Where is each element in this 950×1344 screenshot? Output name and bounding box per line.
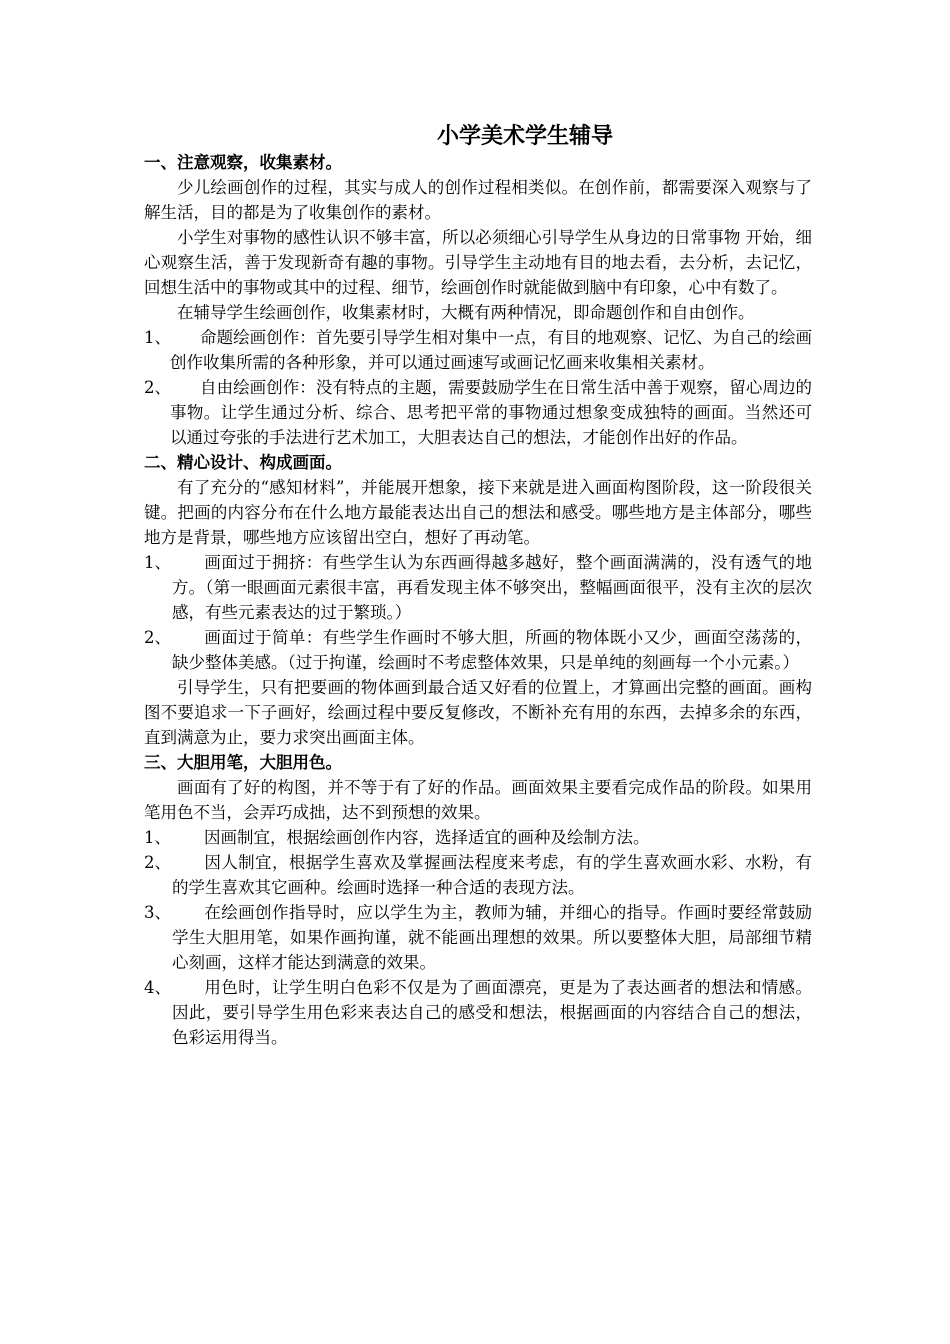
list-item-number: 2、 xyxy=(144,853,171,872)
list-item-number: 1、 xyxy=(144,828,171,847)
list-item-text: 因画制宜，根据绘画创作内容，选择适宜的画种及绘制方法。 xyxy=(204,828,650,847)
document-title: 小学美术学生辅导 xyxy=(436,124,613,149)
paragraph: 在辅导学生绘画创作，收集素材时，大概有两种情况，即命题创作和自由创作。 xyxy=(177,303,755,322)
list-item xyxy=(144,900,812,975)
paragraph: 画面有了好的构图，并不等于有了好的作品。画面效果主要看完成作品的阶段。如果用笔用色不当，会弄巧成拙，达不到预想的效果。 xyxy=(144,778,812,822)
list-item xyxy=(144,850,812,900)
list-item xyxy=(144,325,812,375)
section-bold-color xyxy=(144,750,812,1050)
paragraph: 引导学生，只有把要画的物体画到最合适又好看的位置上，才算画出完整的画面。画构图不要追求一下子画好，绘画过程中要反复修改，不断补充有用的东西，去掉多余的东西，直到满意为止，要力求突出画面主体。 xyxy=(144,678,812,747)
list-item-text: 因人制宜，根据学生喜欢及掌握画法程度来考虑，有的学生喜欢画水彩、水粉，有的学生喜欢其它画种。绘画时选择一种合适的表现方法。 xyxy=(172,853,812,897)
paragraph: 有了充分的“感知材料”，并能展开想象，接下来就是进入画面构图阶段，这一阶段很关键。把画的内容分布在什么地方最能表达出自己的想法和感受。哪些地方是主体部分，哪些地方是背景，哪些地方应该留出空白，想好了再动笔。 xyxy=(144,478,812,547)
list-item-text: 命题绘画创作：首先要引导学生相对集中一点，有目的地观察、记忆、为自己的绘画创作收集所需的各种形象，并可以通过画速写或画记忆画来收集相关素材。 xyxy=(170,328,812,372)
section-heading: 一、注意观察，收集素材。 xyxy=(144,153,342,172)
section-design-composition xyxy=(144,450,812,750)
list-item-number: 3、 xyxy=(144,903,171,922)
list-item-number: 1、 xyxy=(144,553,171,572)
list-item-text: 画面过于简单：有些学生作画时不够大胆，所画的物体既小又少，画面空荡荡的，缺少整体美感。（过于拘谨，绘画时不考虑整体效果，只是单纯的刻画每一个小元素。） xyxy=(172,628,812,672)
list-item xyxy=(144,550,812,625)
list-item xyxy=(144,625,812,675)
list-item-text: 在绘画创作指导时，应以学生为主，教师为辅，并细心的指导。作画时要经常鼓励学生大胆用笔，如果作画拘谨，就不能画出理想的效果。所以要整体大胆，局部细节精心刻画，这样才能达到满意的效果。 xyxy=(172,903,812,972)
list-item-number: 2、 xyxy=(144,378,171,397)
list-item-number: 1、 xyxy=(144,328,171,347)
list-item-number: 2、 xyxy=(144,628,171,647)
document-body xyxy=(144,150,812,1050)
list-item xyxy=(144,975,812,1050)
list-item xyxy=(144,375,812,450)
section-observe-collect xyxy=(144,150,812,450)
list-item-text: 画面过于拥挤：有些学生认为东西画得越多越好，整个画面满满的，没有透气的地方。（第一眼画面元素很丰富，再看发现主体不够突出，整幅画面很平，没有主次的层次感，有些元素表达的过于繁琐。） xyxy=(172,553,812,622)
list-item-text: 自由绘画创作：没有特点的主题，需要鼓励学生在日常生活中善于观察，留心周边的事物。让学生通过分析、综合、思考把平常的事物通过想象变成独特的画面。当然还可以通过夸张的手法进行艺术加工，大胆表达自己的想法，才能创作出好的作品。 xyxy=(170,378,812,447)
list-item xyxy=(144,825,812,850)
list-item-text: 用色时，让学生明白色彩不仅是为了画面漂亮，更是为了表达画者的想法和情感。因此，要引导学生用色彩来表达自己的感受和想法，根据画面的内容结合自己的想法，色彩运用得当。 xyxy=(172,978,812,1047)
paragraph: 小学生对事物的感性认识不够丰富，所以必须细心引导学生从身边的日常事物 开始，细心观察生活，善于发现新奇有趣的事物。引导学生主动地有目的地去看，去分析，去记忆，回想生活中的事物或其中的过程、细节，绘画创作时就能做到脑中有印象，心中有数了。 xyxy=(144,228,812,297)
list-item-number: 4、 xyxy=(144,978,171,997)
section-heading: 二、精心设计、构成画面。 xyxy=(144,453,342,472)
paragraph: 少儿绘画创作的过程，其实与成人的创作过程相类似。在创作前，都需要深入观察与了解生活，目的都是为了收集创作的素材。 xyxy=(144,178,812,222)
section-heading: 三、大胆用笔，大胆用色。 xyxy=(144,753,342,772)
